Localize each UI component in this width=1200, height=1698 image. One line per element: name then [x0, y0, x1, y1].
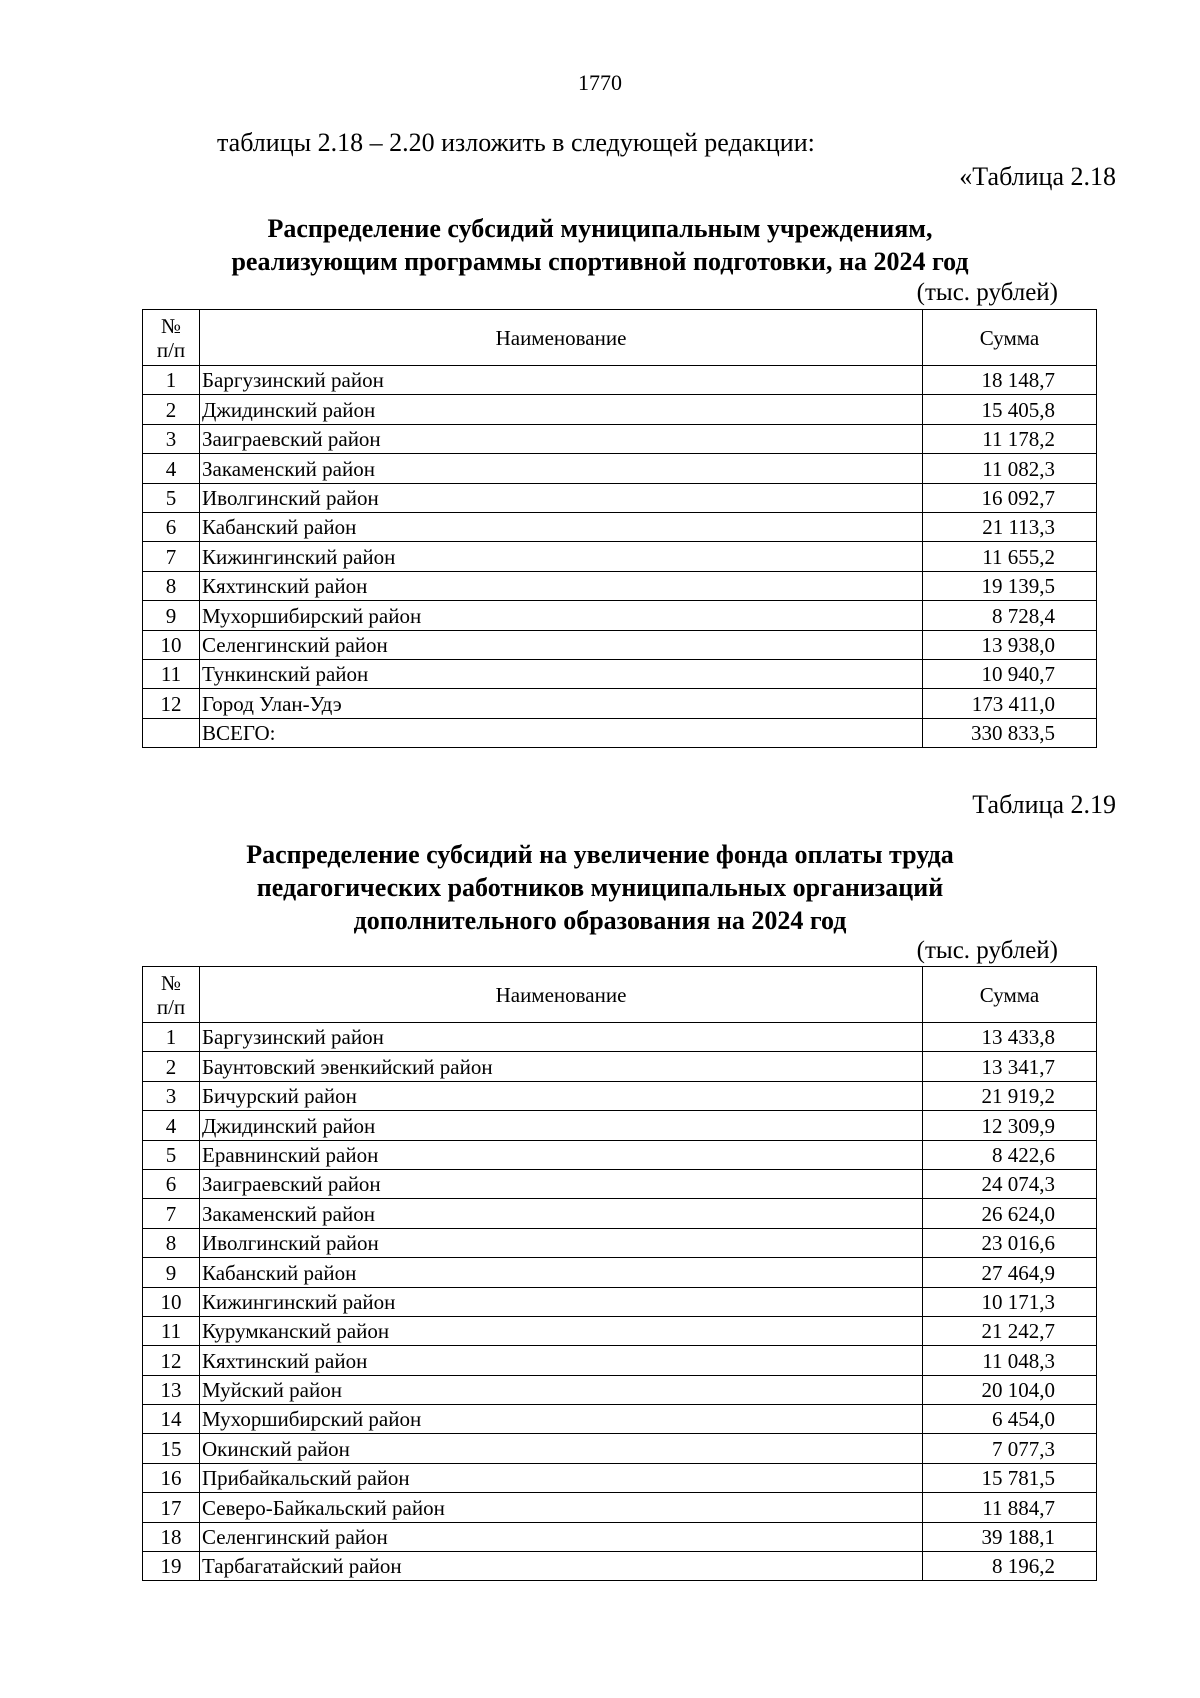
- row-name: Прибайкальский район: [200, 1463, 923, 1492]
- row-sum: 12 309,9: [923, 1111, 1097, 1140]
- table2-label: Таблица 2.19: [972, 790, 1116, 819]
- header-num-line1: №: [160, 970, 182, 995]
- row-sum: 26 624,0: [923, 1199, 1097, 1228]
- table-row: [143, 1434, 1097, 1463]
- table-row: [143, 1228, 1097, 1257]
- row-name: Мухоршибирский район: [200, 1405, 923, 1434]
- row-sum: 23 016,6: [923, 1228, 1097, 1257]
- row-name: ВСЕГО:: [200, 718, 923, 747]
- row-number: 12: [143, 689, 200, 718]
- row-sum: 11 178,2: [923, 424, 1097, 453]
- table2: [142, 966, 1097, 1581]
- row-name: Кяхтинский район: [200, 1346, 923, 1375]
- row-sum: 13 938,0: [923, 630, 1097, 659]
- table-row: [143, 1199, 1097, 1228]
- header-num-line2: п/п: [156, 337, 186, 362]
- table-row: [143, 1052, 1097, 1081]
- row-name: Кижингинский район: [200, 542, 923, 571]
- row-sum: 27 464,9: [923, 1258, 1097, 1287]
- row-number: 14: [143, 1405, 200, 1434]
- row-sum: 7 077,3: [923, 1434, 1097, 1463]
- row-number: 13: [143, 1375, 200, 1404]
- row-name: Баргузинский район: [200, 1023, 923, 1052]
- table-row: [143, 424, 1097, 453]
- row-number: 4: [143, 1111, 200, 1140]
- row-name: Бичурский район: [200, 1081, 923, 1110]
- table-row: [143, 1111, 1097, 1140]
- table-row: [143, 1522, 1097, 1551]
- row-number: 10: [143, 630, 200, 659]
- row-name: Закаменский район: [200, 1199, 923, 1228]
- table-row: [143, 659, 1097, 688]
- table-row: [143, 1346, 1097, 1375]
- row-name: Баунтовский эвенкийский район: [200, 1052, 923, 1081]
- row-number: 7: [143, 1199, 200, 1228]
- row-name: Муйский район: [200, 1375, 923, 1404]
- row-name: Город Улан-Удэ: [200, 689, 923, 718]
- row-sum: 11 884,7: [923, 1493, 1097, 1522]
- row-name: Тункинский район: [200, 659, 923, 688]
- table-row: [143, 601, 1097, 630]
- row-name: Северо-Байкальский район: [200, 1493, 923, 1522]
- row-number: 2: [143, 395, 200, 424]
- row-number: 11: [143, 659, 200, 688]
- row-name: Закаменский район: [200, 454, 923, 483]
- row-number: 8: [143, 571, 200, 600]
- table-row: [143, 1140, 1097, 1169]
- table2-title: [0, 838, 1200, 937]
- row-number: 17: [143, 1493, 200, 1522]
- row-sum: 13 433,8: [923, 1023, 1097, 1052]
- table-row: [143, 512, 1097, 541]
- table-row: [143, 1552, 1097, 1581]
- row-sum: 330 833,5: [923, 718, 1097, 747]
- row-name: Заиграевский район: [200, 424, 923, 453]
- row-name: Окинский район: [200, 1434, 923, 1463]
- table-row: [143, 1375, 1097, 1404]
- row-sum: 19 139,5: [923, 571, 1097, 600]
- row-sum: 21 919,2: [923, 1081, 1097, 1110]
- row-number: 19: [143, 1552, 200, 1581]
- header-sum: Сумма: [923, 310, 1097, 366]
- row-sum: 21 113,3: [923, 512, 1097, 541]
- row-sum: 13 341,7: [923, 1052, 1097, 1081]
- row-number: 3: [143, 424, 200, 453]
- table1-title-line: реализующим программы спортивной подготовки, на 2024 год: [231, 247, 969, 276]
- table2-title-line: дополнительного образования на 2024 год: [353, 906, 847, 935]
- header-name: Наименование: [200, 310, 923, 366]
- table-row: [143, 1023, 1097, 1052]
- row-number: 15: [143, 1434, 200, 1463]
- table-row: [143, 395, 1097, 424]
- header-num: [143, 310, 200, 366]
- header-num-line1: №: [160, 313, 182, 338]
- row-sum: 21 242,7: [923, 1316, 1097, 1345]
- table1-title-line: Распределение субсидий муниципальным учреждениям,: [267, 214, 933, 243]
- row-sum: 39 188,1: [923, 1522, 1097, 1551]
- row-number: 1: [143, 1023, 200, 1052]
- row-name: Кабанский район: [200, 1258, 923, 1287]
- row-sum: 20 104,0: [923, 1375, 1097, 1404]
- row-sum: 8 728,4: [923, 601, 1097, 630]
- row-sum: 6 454,0: [923, 1405, 1097, 1434]
- row-number: 16: [143, 1463, 200, 1492]
- row-number: 4: [143, 454, 200, 483]
- row-number: 1: [143, 366, 200, 395]
- row-name: Заиграевский район: [200, 1169, 923, 1198]
- table-row: [143, 1405, 1097, 1434]
- row-number: 18: [143, 1522, 200, 1551]
- row-number: 5: [143, 483, 200, 512]
- table2-title-line: Распределение субсидий на увеличение фонда оплаты труда: [246, 840, 954, 869]
- row-number: 9: [143, 1258, 200, 1287]
- row-name: Джидинский район: [200, 1111, 923, 1140]
- row-number: 5: [143, 1140, 200, 1169]
- table-row: [143, 1493, 1097, 1522]
- table1: [142, 309, 1097, 748]
- row-name: Иволгинский район: [200, 483, 923, 512]
- table-row: [143, 689, 1097, 718]
- table-row: [143, 454, 1097, 483]
- table-row: [143, 483, 1097, 512]
- table-header-row: [143, 967, 1097, 1023]
- table-row: [143, 542, 1097, 571]
- row-name: Кижингинский район: [200, 1287, 923, 1316]
- table-row: [143, 1463, 1097, 1492]
- table-row: [143, 366, 1097, 395]
- row-sum: 16 092,7: [923, 483, 1097, 512]
- table-row: [143, 571, 1097, 600]
- table-row: [143, 1169, 1097, 1198]
- table-row: [143, 630, 1097, 659]
- row-number: 7: [143, 542, 200, 571]
- page-number: 1770: [578, 70, 622, 95]
- row-name: Джидинский район: [200, 395, 923, 424]
- table-row: [143, 1287, 1097, 1316]
- table-row: [143, 718, 1097, 747]
- row-number: 6: [143, 512, 200, 541]
- row-name: Селенгинский район: [200, 1522, 923, 1551]
- header-num-line2: п/п: [156, 994, 186, 1019]
- row-name: Еравнинский район: [200, 1140, 923, 1169]
- table-row: [143, 1316, 1097, 1345]
- intro-text: таблицы 2.18 – 2.20 изложить в следующей редакции:: [217, 128, 815, 157]
- table-row: [143, 1258, 1097, 1287]
- row-name: Баргузинский район: [200, 366, 923, 395]
- row-number: 3: [143, 1081, 200, 1110]
- row-sum: 11 048,3: [923, 1346, 1097, 1375]
- row-name: Кяхтинский район: [200, 571, 923, 600]
- row-name: Иволгинский район: [200, 1228, 923, 1257]
- row-sum: 8 422,6: [923, 1140, 1097, 1169]
- row-number: 8: [143, 1228, 200, 1257]
- table1-body: [143, 366, 1097, 748]
- row-name: Кабанский район: [200, 512, 923, 541]
- row-sum: 15 405,8: [923, 395, 1097, 424]
- header-sum: Сумма: [923, 967, 1097, 1023]
- table2-body: [143, 1023, 1097, 1581]
- row-name: Курумканский район: [200, 1316, 923, 1345]
- row-sum: 15 781,5: [923, 1463, 1097, 1492]
- row-name: Мухоршибирский район: [200, 601, 923, 630]
- header-name: Наименование: [200, 967, 923, 1023]
- row-number: [143, 718, 200, 747]
- row-sum: 173 411,0: [923, 689, 1097, 718]
- table2-units: (тыс. рублей): [916, 937, 1058, 964]
- row-sum: 18 148,7: [923, 366, 1097, 395]
- row-sum: 10 940,7: [923, 659, 1097, 688]
- header-num: [143, 967, 200, 1023]
- table-header-row: [143, 310, 1097, 366]
- row-number: 9: [143, 601, 200, 630]
- row-name: Тарбагатайский район: [200, 1552, 923, 1581]
- row-sum: 8 196,2: [923, 1552, 1097, 1581]
- row-number: 10: [143, 1287, 200, 1316]
- row-number: 6: [143, 1169, 200, 1198]
- table1-label: «Таблица 2.18: [959, 162, 1116, 191]
- row-sum: 11 655,2: [923, 542, 1097, 571]
- table1-units: (тыс. рублей): [916, 279, 1058, 306]
- row-name: Селенгинский район: [200, 630, 923, 659]
- row-sum: 11 082,3: [923, 454, 1097, 483]
- row-sum: 10 171,3: [923, 1287, 1097, 1316]
- table2-title-line: педагогических работников муниципальных организаций: [256, 873, 944, 902]
- row-sum: 24 074,3: [923, 1169, 1097, 1198]
- row-number: 12: [143, 1346, 200, 1375]
- table-row: [143, 1081, 1097, 1110]
- row-number: 2: [143, 1052, 200, 1081]
- table1-title: [0, 212, 1200, 278]
- row-number: 11: [143, 1316, 200, 1345]
